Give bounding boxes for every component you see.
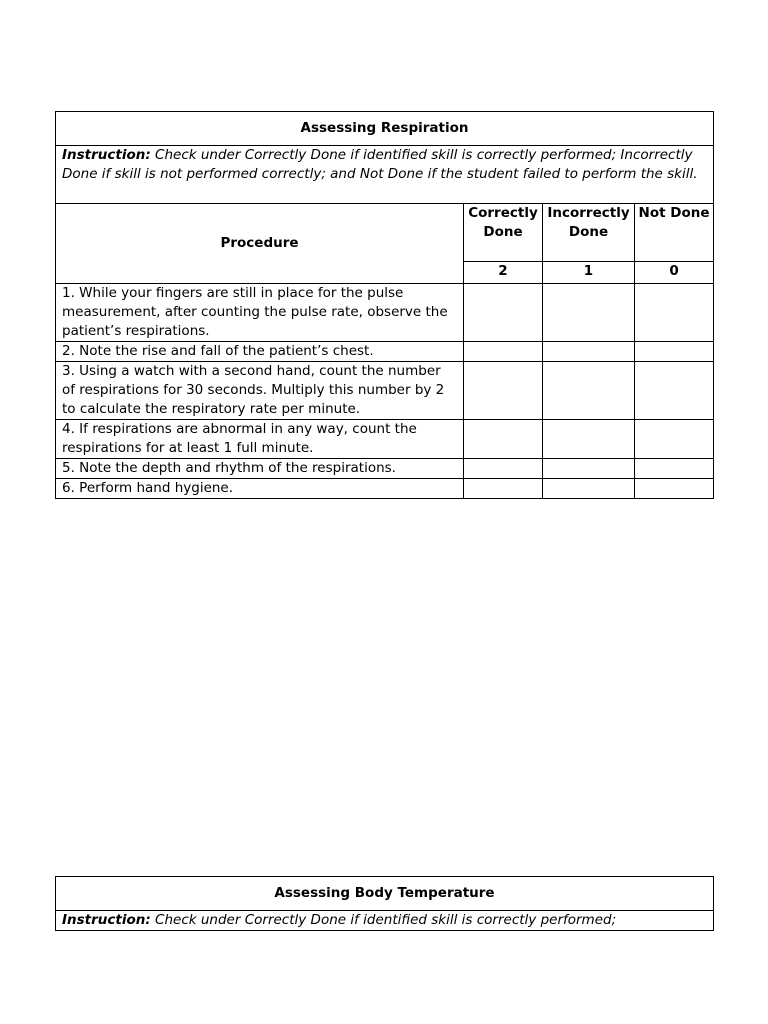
table-title: Assessing Respiration <box>56 112 714 146</box>
column-header-not-done: Not Done <box>635 204 714 262</box>
step-text: 1. While your fingers are still in place for the pulse measurement, after counting the pulse rate, observe the patient’s respirations. <box>56 284 464 342</box>
correctly-done-checkbox-cell[interactable] <box>464 342 543 362</box>
step-row <box>56 459 714 479</box>
column-header-incorrectly-done: Incorrectly Done <box>543 204 635 262</box>
step-text: 2. Note the rise and fall of the patient’s chest. <box>56 342 464 362</box>
step-text: 3. Using a watch with a second hand, count the number of respirations for 30 seconds. Multiply this number by 2 to calculate the respiratory rate per minute. <box>56 362 464 420</box>
temperature-checklist-table <box>55 876 714 931</box>
step-text: 6. Perform hand hygiene. <box>56 479 464 499</box>
correctly-done-checkbox-cell[interactable] <box>464 420 543 459</box>
not-done-checkbox-cell[interactable] <box>635 459 714 479</box>
title-row <box>56 112 714 146</box>
step-text: 5. Note the depth and rhythm of the respirations. <box>56 459 464 479</box>
score-not-done: 0 <box>635 262 714 284</box>
incorrectly-done-checkbox-cell[interactable] <box>543 459 635 479</box>
step-row <box>56 420 714 459</box>
step-row <box>56 362 714 420</box>
incorrectly-done-checkbox-cell[interactable] <box>543 362 635 420</box>
correctly-done-checkbox-cell[interactable] <box>464 459 543 479</box>
instruction-cell <box>56 911 714 931</box>
column-header-correctly-done: Correctly Done <box>464 204 543 262</box>
incorrectly-done-checkbox-cell[interactable] <box>543 284 635 342</box>
not-done-checkbox-cell[interactable] <box>635 420 714 459</box>
table-title: Assessing Body Temperature <box>56 877 714 911</box>
instruction-label: Instruction: <box>62 912 151 928</box>
correctly-done-checkbox-cell[interactable] <box>464 362 543 420</box>
incorrectly-done-checkbox-cell[interactable] <box>543 420 635 459</box>
instruction-row <box>56 146 714 204</box>
instruction-label: Instruction: <box>62 147 151 163</box>
step-row <box>56 479 714 499</box>
not-done-checkbox-cell[interactable] <box>635 362 714 420</box>
correctly-done-checkbox-cell[interactable] <box>464 479 543 499</box>
step-text: 4. If respirations are abnormal in any way, count the respirations for at least 1 full minute. <box>56 420 464 459</box>
not-done-checkbox-cell[interactable] <box>635 284 714 342</box>
not-done-checkbox-cell[interactable] <box>635 342 714 362</box>
header-row <box>56 204 714 262</box>
step-row <box>56 342 714 362</box>
incorrectly-done-checkbox-cell[interactable] <box>543 479 635 499</box>
instruction-row <box>56 911 714 931</box>
step-row <box>56 284 714 342</box>
correctly-done-checkbox-cell[interactable] <box>464 284 543 342</box>
not-done-checkbox-cell[interactable] <box>635 479 714 499</box>
title-row <box>56 877 714 911</box>
instruction-text: Check under Correctly Done if identified skill is correctly performed; <box>150 912 617 928</box>
procedure-header: Procedure <box>56 204 464 284</box>
respiration-checklist-table <box>55 111 714 499</box>
score-incorrectly-done: 1 <box>543 262 635 284</box>
instruction-cell <box>56 146 714 204</box>
incorrectly-done-checkbox-cell[interactable] <box>543 342 635 362</box>
score-correctly-done: 2 <box>464 262 543 284</box>
instruction-text: Check under Correctly Done if identified skill is correctly performed; Incorrectly Done if skill is not performed correctly; and Not Done if the student failed to perform the skill. <box>62 147 698 182</box>
